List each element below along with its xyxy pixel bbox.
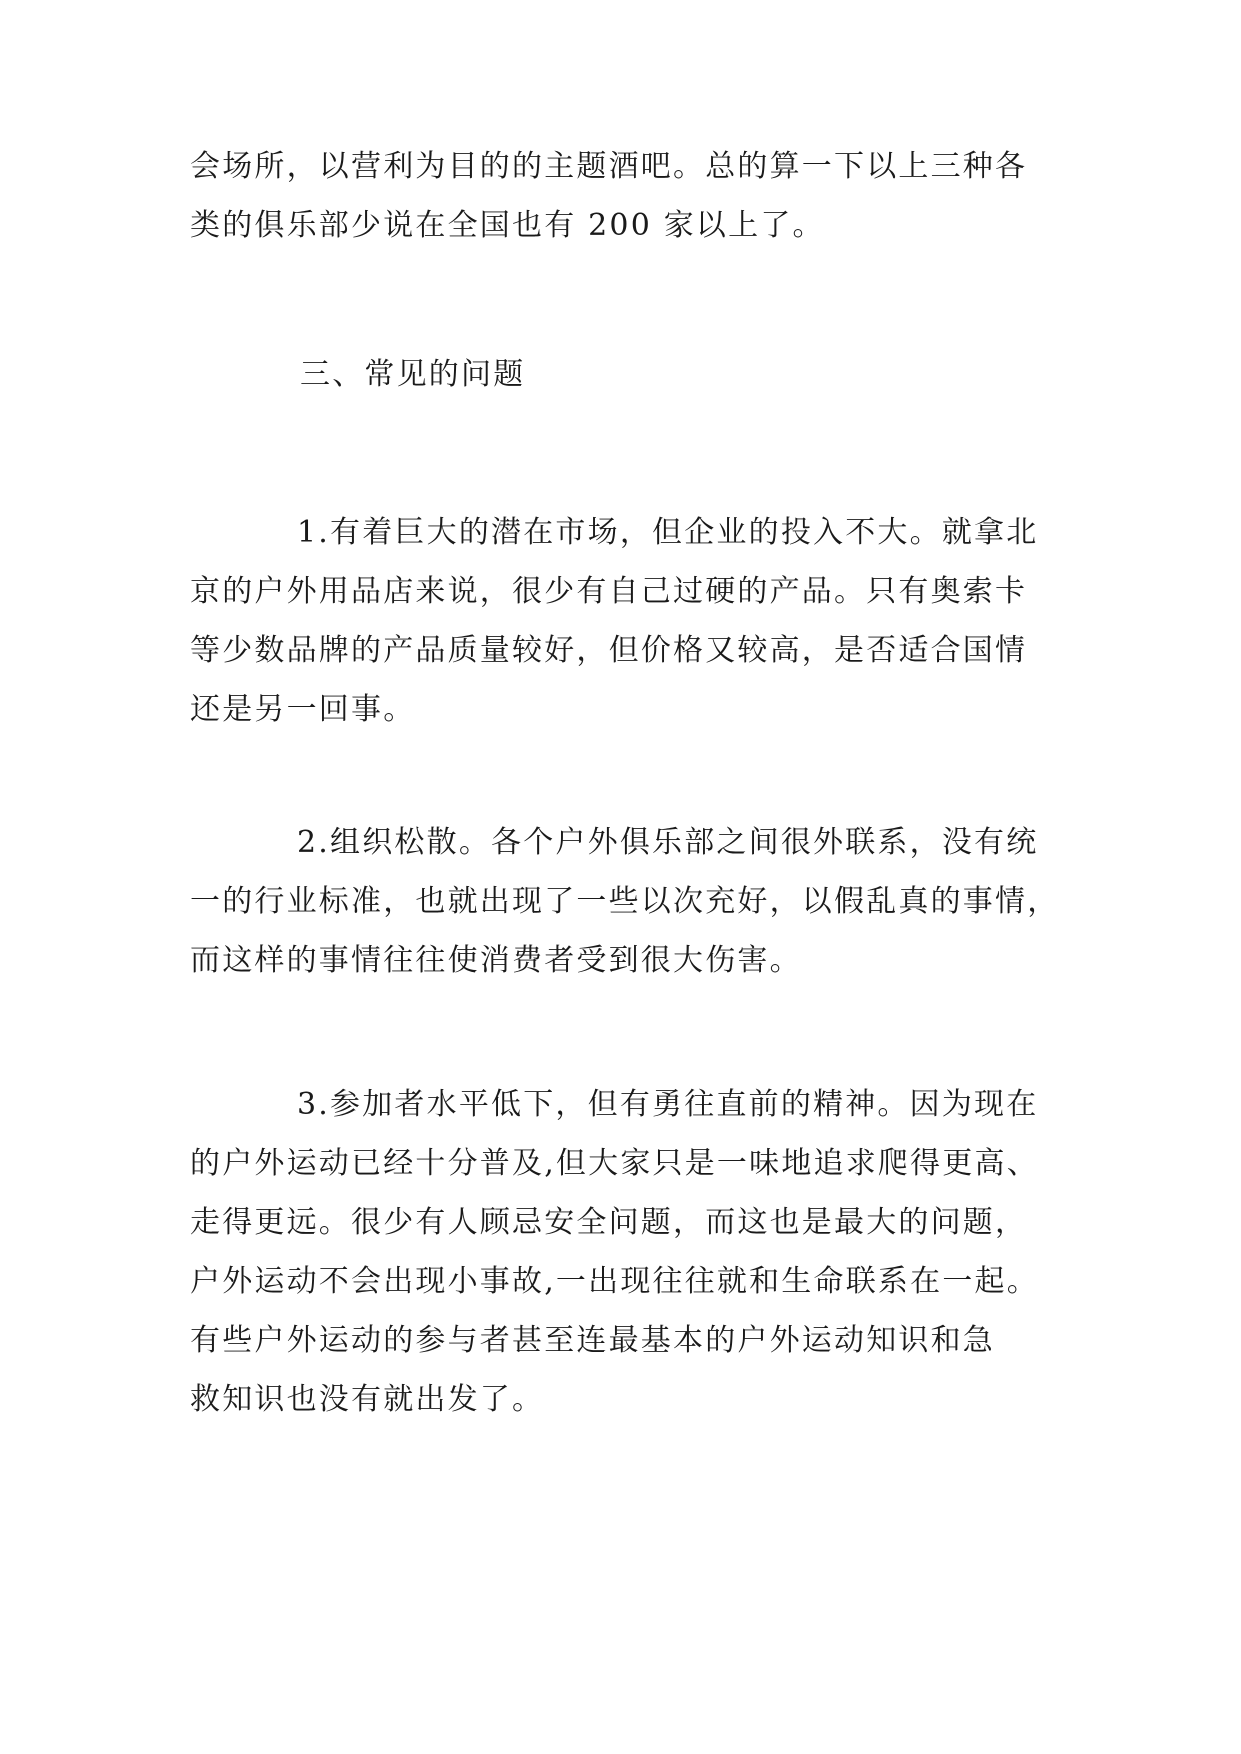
- text-line: 还是另一回事。: [190, 692, 416, 727]
- text-line: 走得更远。很少有人顾忌安全问题，而这也是最大的问题，: [190, 1205, 1028, 1240]
- text-line: 2.组织松散。各个户外俱乐部之间很外联系，没有统: [297, 825, 1039, 860]
- text-line: 等少数品牌的产品质量较好，但价格又较高，是否适合国情: [190, 633, 1028, 668]
- text-line: 3.参加者水平低下，但有勇往直前的精神。因为现在: [297, 1087, 1039, 1122]
- text-line: 类的俱乐部少说在全国也有 200 家以上了。: [190, 208, 825, 243]
- text-line: 而这样的事情往往使消费者受到很大伤害。: [190, 943, 802, 978]
- text-line: 京的户外用品店来说，很少有自己过硬的产品。只有奥索卡: [190, 574, 1028, 609]
- text-line: 户外运动不会出现小事故,一出现往往就和生命联系在一起。: [190, 1264, 1039, 1299]
- section-heading-text: 三、常见的问题: [300, 357, 526, 392]
- text-line: 1.有着巨大的潜在市场，但企业的投入不大。就拿北: [297, 515, 1039, 550]
- section-heading: [190, 345, 1052, 404]
- text-line: 一的行业标准，也就出现了一些以次充好，以假乱真的事情，: [190, 884, 1060, 919]
- text-line: 会场所，以营利为目的的主题酒吧。总的算一下以上三种各: [190, 149, 1028, 184]
- text-line: 有些户外运动的参与者甚至连最基本的户外运动知识和急: [190, 1323, 995, 1358]
- paragraph-issue-3: [190, 1075, 1052, 1429]
- paragraph-issue-1: [190, 503, 1052, 739]
- paragraph-issue-2: [190, 813, 1060, 990]
- text-line: 救知识也没有就出发了。: [190, 1382, 545, 1417]
- paragraph-intro-tail: [190, 137, 1052, 255]
- text-line: 的户外运动已经十分普及,但大家只是一味地追求爬得更高、: [190, 1146, 1039, 1181]
